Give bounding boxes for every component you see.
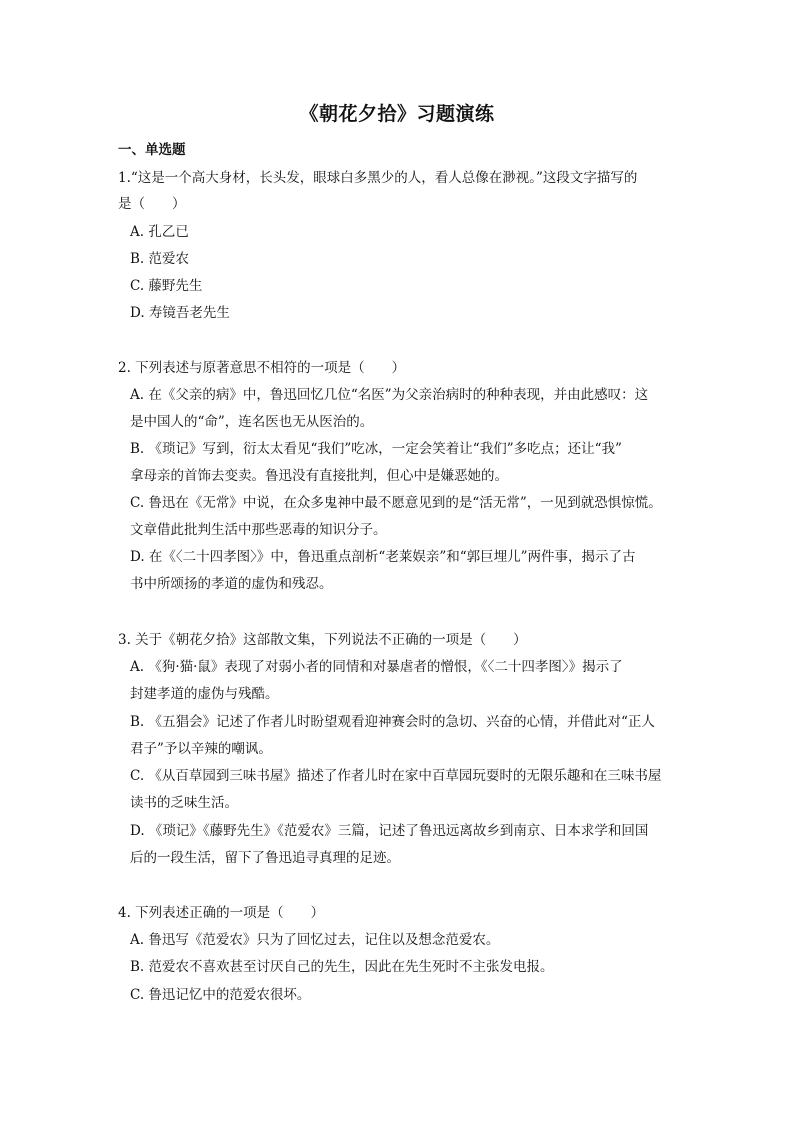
option-a-cont: 是中国人的“命”，连名医也无从医治的。 [130, 414, 374, 430]
option-d: D. 寿镜吾老先生 [130, 305, 230, 321]
section-heading: 一、单选题 [118, 142, 186, 158]
option-c: C. 鲁迅在《无常》中说，在众多鬼神中最不愿意见到的是“活无常”，一见到就恐惧惊慌。 [130, 495, 662, 511]
option-b: B. 范爱农不喜欢甚至讨厌自己的先生，因此在先生死时不主张发电报。 [130, 959, 554, 975]
question-stem-line: 4. 下列表述正确的一项是（ ） [118, 905, 325, 921]
option-c: C. 《从百草园到三味书屋》描述了作者儿时在家中百草园玩耍时的无限乐趣和在三味书屋 [130, 768, 662, 784]
option-c: C. 藤野先生 [130, 278, 203, 294]
option-c-cont: 读书的乏味生活。 [130, 795, 238, 811]
page-title: 《朝花夕拾》习题演练 [299, 103, 495, 125]
option-a: A. 《狗·猫·鼠》表现了对弱小者的同情和对暴虐者的憎恨，《〈二十四孝图〉》揭示了 [130, 659, 623, 675]
option-d-cont: 后的一段生活，留下了鲁迅追寻真理的足迹。 [130, 850, 400, 866]
option-b: B. 《琐记》写到，衍太太看见“我们”吃冰，一定会笑着让“我们”多吃点；还让“我” [130, 441, 622, 457]
option-a: A. 孔乙已 [130, 224, 189, 240]
option-c: C. 鲁迅记忆中的范爱农很坏。 [130, 987, 311, 1003]
question-stem-line: 2. 下列表述与原著意思不相符的一项是（ ） [118, 360, 406, 376]
option-b: B. 范爱农 [130, 251, 190, 267]
option-b-cont: 拿母亲的首饰去变卖。鲁迅没有直接批判，但心中是嫌恶她的。 [130, 468, 508, 484]
option-a: A. 在《父亲的病》中，鲁迅回忆几位“名医”为父亲治病时的种种表现，并由此感叹：这 [130, 387, 649, 403]
option-c-cont: 文章借此批判生活中那些恶毒的知识分子。 [130, 522, 387, 538]
option-a: A. 鲁迅写《范爱农》只为了回忆过去，记住以及想念范爱农。 [130, 932, 500, 948]
question-stem-line: 1.“这是一个高大身材，长头发，眼球白多黑少的人，看人总像在渺视。”这段文字描写的 [118, 170, 638, 186]
question-stem-line: 3. 关于《朝花夕拾》这部散文集，下列说法不正确的一项是（ ） [118, 632, 527, 648]
option-a-cont: 封建孝道的虚伪与残酷。 [130, 686, 279, 702]
option-d-cont: 书中所颂扬的孝道的虚伪和残忍。 [130, 576, 333, 592]
option-b: B. 《五猖会》记述了作者儿时盼望观看迎神赛会时的急切、兴奋的心情，并借此对“正人 [130, 714, 655, 730]
option-b-cont: 君子”予以辛辣的嘲讽。 [130, 741, 272, 757]
option-d: D. 在《〈二十四孝图〉》中，鲁迅重点剖析“老莱娱亲”和“郭巨埋儿”两件事，揭示了古 [130, 549, 636, 565]
option-d: D. 《琐记》《藤野先生》《范爱农》三篇，记述了鲁迅远离故乡到南京、日本求学和回国 [130, 823, 649, 839]
question-stem-line: 是（ ） [118, 196, 186, 212]
